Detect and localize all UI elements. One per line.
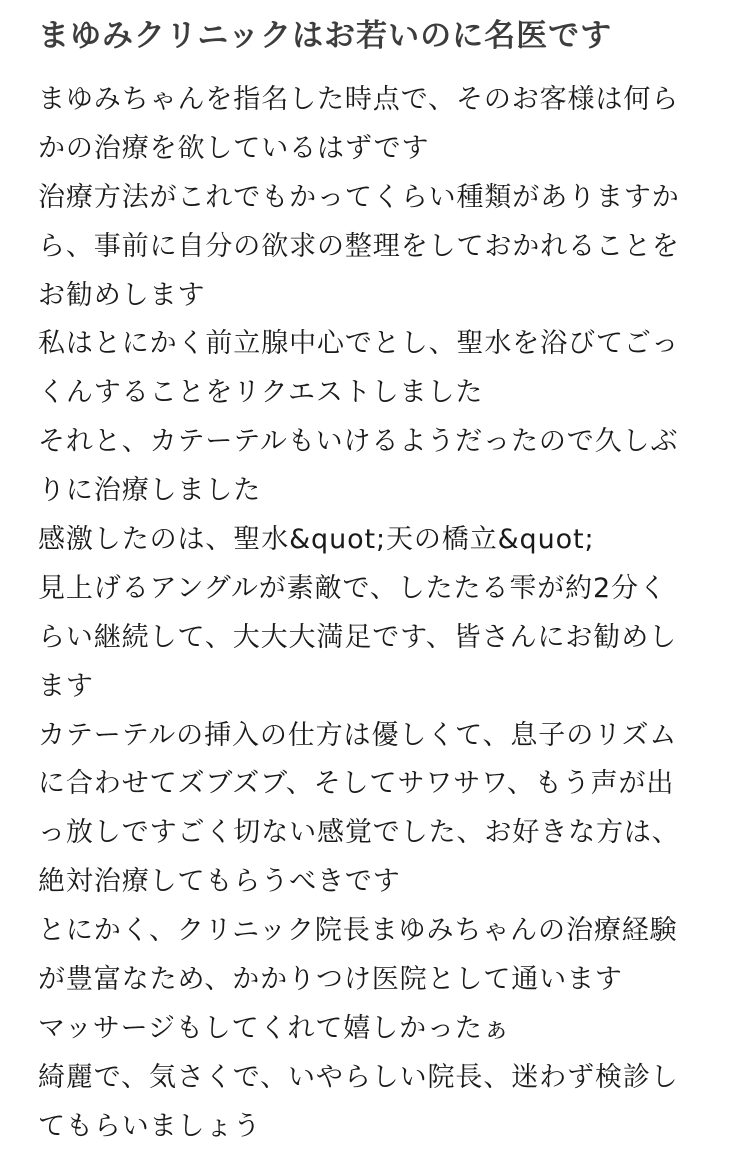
body-line: 綺麗で、気さくで、いやらしい院長、迷わず検診し (38, 1061, 679, 1093)
body-line: っ放しですごく切ない感覚でした、お好きな方は、 (38, 817, 680, 849)
body-line: に合わせてズブズブ、そしてサワサワ、もう声が出 (38, 768, 675, 800)
body-line: 見上げるアングルが素敵で、したたる雫が約2分く (38, 572, 667, 604)
body-line: 治療方法がこれでもかってくらい種類がありますか (38, 181, 680, 213)
body-line: かの治療を欲しているはずです (38, 132, 430, 164)
body-line: が豊富なため、かかりつけ医院として通います (38, 964, 623, 996)
body-line: ら、事前に自分の欲求の整理をしておかれることを (38, 230, 680, 262)
body-line: マッサージもしてくれて嬉しかったぁ (38, 1012, 511, 1044)
body-line: カテーテルの挿入の仕方は優しくて、息子のリズム (38, 719, 678, 751)
body-line: りに治療しました (38, 475, 262, 507)
body-line: 感激したのは、聖水&quot;天の橋立&quot; (38, 524, 595, 556)
body-line: お勧めします (38, 279, 206, 311)
body-line: まゆみちゃんを指名した時点で、そのお客様は何ら (38, 84, 680, 115)
body-line: 絶対治療してもらうべきです (38, 866, 401, 898)
body-line: とにかく、クリニック院長まゆみちゃんの治療経験 (38, 915, 678, 947)
post-title: まゆみクリニックはお若いのに名医です (38, 18, 613, 54)
body-line: それと、カテーテルもいけるようだったので久しぶ (38, 426, 679, 458)
post-body (38, 76, 728, 1152)
body-line: 私はとにかく前立腺中心でとし、聖水を浴びてごっ (38, 328, 680, 360)
body-line: ます (38, 670, 94, 702)
body-line: てもらいましょう (38, 1110, 262, 1142)
body-line: らい継続して、大大大満足です、皆さんにお勧めし (38, 621, 677, 653)
body-line: くんすることをリクエストしました (38, 377, 484, 409)
